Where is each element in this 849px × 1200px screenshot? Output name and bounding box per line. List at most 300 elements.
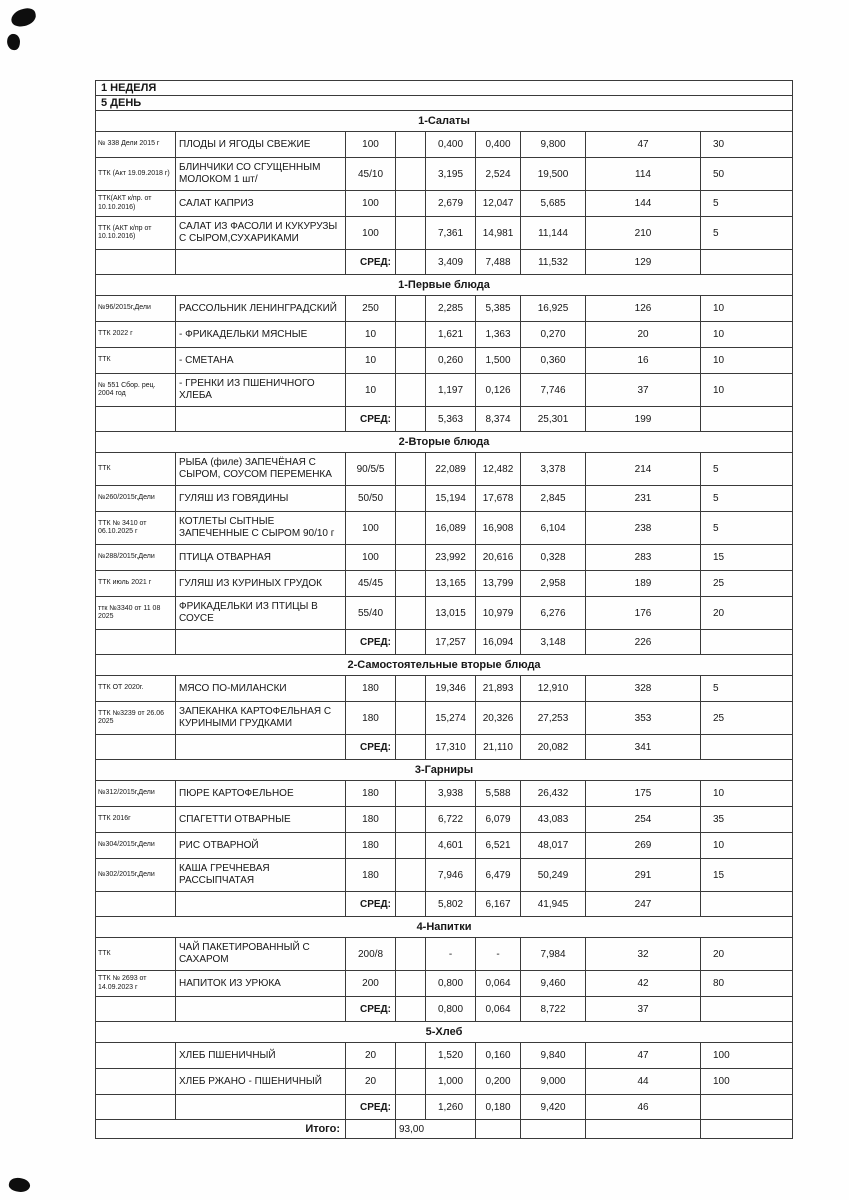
portion-cell: 100 <box>346 217 396 250</box>
avg-value-cell: 5,802 <box>426 892 476 917</box>
value-cell: 9,840 <box>521 1043 586 1069</box>
recipe-ref-cell: ТТК № 3410 от 06.10.2025 г <box>96 512 176 545</box>
blank-cell <box>346 1120 396 1139</box>
value-cell: 22,089 <box>426 453 476 486</box>
section-title: 1-Салаты <box>96 111 793 132</box>
value-cell: 328 <box>586 676 701 702</box>
blank-cell <box>396 322 426 348</box>
section-title: 2-Вторые блюда <box>96 432 793 453</box>
dish-row <box>96 833 793 859</box>
portion-cell: 100 <box>346 132 396 158</box>
recipe-ref-cell <box>96 250 176 275</box>
dish-row <box>96 807 793 833</box>
value-cell: 7,361 <box>426 217 476 250</box>
dish-row <box>96 453 793 486</box>
blank-cell <box>396 545 426 571</box>
value-cell: 6,722 <box>426 807 476 833</box>
value-cell: 15 <box>701 859 793 892</box>
value-cell: 16 <box>586 348 701 374</box>
menu-table-body <box>96 111 793 1120</box>
week-label: 1 НЕДЕЛЯ <box>96 81 793 96</box>
avg-value-cell: 3,409 <box>426 250 476 275</box>
value-cell: 15 <box>701 545 793 571</box>
value-cell: 47 <box>586 132 701 158</box>
recipe-ref-cell <box>96 630 176 655</box>
recipe-ref-cell: №302/2015г,Дели <box>96 859 176 892</box>
avg-value-cell: 6,167 <box>476 892 521 917</box>
week-row <box>96 81 793 96</box>
value-cell: 15,194 <box>426 486 476 512</box>
value-cell: 100 <box>701 1043 793 1069</box>
recipe-ref-cell: №260/2015г,Дели <box>96 486 176 512</box>
portion-cell: 180 <box>346 833 396 859</box>
avg-value-cell: 129 <box>586 250 701 275</box>
portion-cell: 55/40 <box>346 597 396 630</box>
value-cell: 5 <box>701 453 793 486</box>
avg-value-cell <box>701 630 793 655</box>
value-cell: 15,274 <box>426 702 476 735</box>
avg-value-cell: 3,148 <box>521 630 586 655</box>
portion-cell: 100 <box>346 512 396 545</box>
menu-table-head <box>96 81 793 111</box>
value-cell: 0,400 <box>476 132 521 158</box>
blank-cell <box>396 1043 426 1069</box>
section-title: 5-Хлеб <box>96 1022 793 1043</box>
portion-cell: 10 <box>346 348 396 374</box>
value-cell: 10 <box>701 833 793 859</box>
dish-name-cell: МЯСО ПО-МИЛАНСКИ <box>176 676 346 702</box>
avg-value-cell: 1,260 <box>426 1095 476 1120</box>
blank-cell <box>396 191 426 217</box>
blank-cell <box>701 1120 793 1139</box>
dish-name-cell: ПЮРЕ КАРТОФЕЛЬНОЕ <box>176 781 346 807</box>
blank-cell <box>396 630 426 655</box>
dish-row <box>96 545 793 571</box>
menu-table-foot <box>96 1120 793 1139</box>
value-cell: 1,197 <box>426 374 476 407</box>
value-cell: 16,908 <box>476 512 521 545</box>
avg-value-cell <box>701 892 793 917</box>
avg-value-cell: 17,310 <box>426 735 476 760</box>
dish-name-cell: РАССОЛЬНИК ЛЕНИНГРАДСКИЙ <box>176 296 346 322</box>
portion-cell: 200/8 <box>346 938 396 971</box>
recipe-ref-cell: ттк №3340 от 11 08 2025 <box>96 597 176 630</box>
value-cell: 48,017 <box>521 833 586 859</box>
portion-cell: 90/5/5 <box>346 453 396 486</box>
avg-label-cell: СРЕД: <box>346 630 396 655</box>
value-cell: 2,845 <box>521 486 586 512</box>
value-cell: 9,000 <box>521 1069 586 1095</box>
menu-document <box>95 80 792 1139</box>
recipe-ref-cell: ТТК(АКТ к/пр. от 10.10.2016) <box>96 191 176 217</box>
blank-cell <box>396 971 426 997</box>
recipe-ref-cell: ТТК июль 2021 г <box>96 571 176 597</box>
value-cell: 14,981 <box>476 217 521 250</box>
value-cell: 12,910 <box>521 676 586 702</box>
avg-value-cell <box>701 250 793 275</box>
value-cell: 2,958 <box>521 571 586 597</box>
value-cell: 7,984 <box>521 938 586 971</box>
value-cell: 5 <box>701 676 793 702</box>
value-cell: 5 <box>701 217 793 250</box>
dish-name-cell: ЧАЙ ПАКЕТИРОВАННЫЙ С САХАРОМ <box>176 938 346 971</box>
dish-row <box>96 348 793 374</box>
blank-cell <box>396 486 426 512</box>
dish-row <box>96 702 793 735</box>
dish-name-cell: ХЛЕБ РЖАНО - ПШЕНИЧНЫЙ <box>176 1069 346 1095</box>
blank-cell <box>396 781 426 807</box>
dish-name-cell: САЛАТ КАПРИЗ <box>176 191 346 217</box>
avg-value-cell: 247 <box>586 892 701 917</box>
value-cell: 13,799 <box>476 571 521 597</box>
value-cell: 2,524 <box>476 158 521 191</box>
avg-value-cell <box>701 735 793 760</box>
value-cell: 9,460 <box>521 971 586 997</box>
value-cell: 2,285 <box>426 296 476 322</box>
avg-value-cell: 16,094 <box>476 630 521 655</box>
recipe-ref-cell: ТТК (Акт 19.09.2018 г) <box>96 158 176 191</box>
recipe-ref-cell: ТТК <box>96 453 176 486</box>
avg-row <box>96 892 793 917</box>
value-cell: 20,326 <box>476 702 521 735</box>
value-cell: 3,378 <box>521 453 586 486</box>
dish-row <box>96 512 793 545</box>
value-cell: 1,500 <box>476 348 521 374</box>
value-cell: 1,000 <box>426 1069 476 1095</box>
section-title: 2-Самостоятельные вторые блюда <box>96 655 793 676</box>
value-cell: 5 <box>701 191 793 217</box>
blank-cell <box>396 1095 426 1120</box>
dish-name-cell: ПЛОДЫ И ЯГОДЫ СВЕЖИЕ <box>176 132 346 158</box>
dish-name-cell: КОТЛЕТЫ СЫТНЫЕ ЗАПЕЧЕННЫЕ С СЫРОМ 90/10 г <box>176 512 346 545</box>
total-row <box>96 1120 793 1139</box>
section-title: 3-Гарниры <box>96 760 793 781</box>
blank-cell <box>396 132 426 158</box>
avg-value-cell: 25,301 <box>521 407 586 432</box>
dish-name-cell <box>176 892 346 917</box>
value-cell: 35 <box>701 807 793 833</box>
recipe-ref-cell: № 338 Дели 2015 г <box>96 132 176 158</box>
recipe-ref-cell: №304/2015г,Дели <box>96 833 176 859</box>
portion-cell: 20 <box>346 1043 396 1069</box>
section-header-row <box>96 111 793 132</box>
dish-name-cell: НАПИТОК ИЗ УРЮКА <box>176 971 346 997</box>
value-cell: 0,270 <box>521 322 586 348</box>
value-cell: 100 <box>701 1069 793 1095</box>
menu-table <box>95 80 793 1139</box>
recipe-ref-cell: ТТК №3239 от 26.06 2025 <box>96 702 176 735</box>
value-cell: 5,385 <box>476 296 521 322</box>
value-cell: 176 <box>586 597 701 630</box>
value-cell: 13,165 <box>426 571 476 597</box>
value-cell: 25 <box>701 571 793 597</box>
dish-row <box>96 938 793 971</box>
blank-cell <box>396 859 426 892</box>
value-cell: - <box>476 938 521 971</box>
avg-label-cell: СРЕД: <box>346 1095 396 1120</box>
recipe-ref-cell: ТТК <box>96 938 176 971</box>
dish-name-cell <box>176 735 346 760</box>
avg-value-cell: 11,532 <box>521 250 586 275</box>
value-cell: 10 <box>701 322 793 348</box>
dish-name-cell <box>176 407 346 432</box>
blank-cell <box>396 997 426 1022</box>
value-cell: 10 <box>701 781 793 807</box>
value-cell: 3,938 <box>426 781 476 807</box>
dish-row <box>96 1069 793 1095</box>
value-cell: 144 <box>586 191 701 217</box>
recipe-ref-cell <box>96 997 176 1022</box>
value-cell: 291 <box>586 859 701 892</box>
blank-cell <box>396 892 426 917</box>
value-cell: 0,360 <box>521 348 586 374</box>
blank-cell <box>396 833 426 859</box>
value-cell: 43,083 <box>521 807 586 833</box>
value-cell: 0,800 <box>426 971 476 997</box>
avg-label-cell: СРЕД: <box>346 407 396 432</box>
value-cell: 25 <box>701 702 793 735</box>
avg-value-cell: 8,722 <box>521 997 586 1022</box>
value-cell: 6,104 <box>521 512 586 545</box>
section-header-row <box>96 1022 793 1043</box>
value-cell: 12,482 <box>476 453 521 486</box>
value-cell: 0,260 <box>426 348 476 374</box>
portion-cell: 10 <box>346 322 396 348</box>
value-cell: 16,925 <box>521 296 586 322</box>
blank-cell <box>396 158 426 191</box>
recipe-ref-cell: ТТК (АКТ к/пр от 10.10.2016) <box>96 217 176 250</box>
avg-value-cell: 46 <box>586 1095 701 1120</box>
value-cell: 27,253 <box>521 702 586 735</box>
avg-label-cell: СРЕД: <box>346 250 396 275</box>
blank-cell <box>396 374 426 407</box>
dish-name-cell: КАША ГРЕЧНЕВАЯ РАССЫПЧАТАЯ <box>176 859 346 892</box>
value-cell: 1,363 <box>476 322 521 348</box>
blank-cell <box>396 735 426 760</box>
avg-value-cell: 37 <box>586 997 701 1022</box>
value-cell: 3,195 <box>426 158 476 191</box>
value-cell: 20 <box>586 322 701 348</box>
value-cell: 20 <box>701 938 793 971</box>
avg-value-cell: 199 <box>586 407 701 432</box>
value-cell: 2,679 <box>426 191 476 217</box>
value-cell: 0,160 <box>476 1043 521 1069</box>
avg-value-cell: 17,257 <box>426 630 476 655</box>
dish-row <box>96 158 793 191</box>
value-cell: 23,992 <box>426 545 476 571</box>
portion-cell: 45/10 <box>346 158 396 191</box>
value-cell: 10 <box>701 374 793 407</box>
blank-cell <box>521 1120 586 1139</box>
recipe-ref-cell: №312/2015г,Дели <box>96 781 176 807</box>
dish-name-cell: ХЛЕБ ПШЕНИЧНЫЙ <box>176 1043 346 1069</box>
portion-cell: 180 <box>346 702 396 735</box>
value-cell: 12,047 <box>476 191 521 217</box>
avg-value-cell: 226 <box>586 630 701 655</box>
value-cell: 13,015 <box>426 597 476 630</box>
value-cell: 19,500 <box>521 158 586 191</box>
section-title: 4-Напитки <box>96 917 793 938</box>
dish-name-cell: ГУЛЯШ ИЗ КУРИНЫХ ГРУДОК <box>176 571 346 597</box>
value-cell: 9,800 <box>521 132 586 158</box>
dish-name-cell: - ГРЕНКИ ИЗ ПШЕНИЧНОГО ХЛЕБА <box>176 374 346 407</box>
value-cell: 26,432 <box>521 781 586 807</box>
avg-value-cell: 9,420 <box>521 1095 586 1120</box>
value-cell: 214 <box>586 453 701 486</box>
portion-cell: 50/50 <box>346 486 396 512</box>
dish-name-cell: ПТИЦА ОТВАРНАЯ <box>176 545 346 571</box>
portion-cell: 250 <box>346 296 396 322</box>
value-cell: 0,400 <box>426 132 476 158</box>
value-cell: 269 <box>586 833 701 859</box>
value-cell: 4,601 <box>426 833 476 859</box>
avg-row <box>96 407 793 432</box>
scan-artifact <box>6 33 21 51</box>
avg-value-cell: 0,180 <box>476 1095 521 1120</box>
value-cell: 0,200 <box>476 1069 521 1095</box>
value-cell: 210 <box>586 217 701 250</box>
value-cell: 1,520 <box>426 1043 476 1069</box>
recipe-ref-cell <box>96 892 176 917</box>
dish-name-cell: ГУЛЯШ ИЗ ГОВЯДИНЫ <box>176 486 346 512</box>
blank-cell <box>396 1069 426 1095</box>
avg-value-cell: 5,363 <box>426 407 476 432</box>
value-cell: 6,521 <box>476 833 521 859</box>
avg-value-cell <box>701 1095 793 1120</box>
portion-cell: 180 <box>346 807 396 833</box>
section-header-row <box>96 917 793 938</box>
blank-cell <box>396 453 426 486</box>
value-cell: 32 <box>586 938 701 971</box>
recipe-ref-cell: ТТК 2016г <box>96 807 176 833</box>
avg-value-cell: 341 <box>586 735 701 760</box>
blank-cell <box>476 1120 521 1139</box>
recipe-ref-cell: № 551 Сбор. рец. 2004 год <box>96 374 176 407</box>
avg-row <box>96 997 793 1022</box>
value-cell: 5,685 <box>521 191 586 217</box>
blank-cell <box>396 571 426 597</box>
blank-cell <box>396 407 426 432</box>
dish-row <box>96 1043 793 1069</box>
value-cell: 44 <box>586 1069 701 1095</box>
dish-name-cell: САЛАТ ИЗ ФАСОЛИ И КУКУРУЗЫ С СЫРОМ,СУХАРИКАМИ <box>176 217 346 250</box>
value-cell: 6,276 <box>521 597 586 630</box>
value-cell: 254 <box>586 807 701 833</box>
portion-cell: 20 <box>346 1069 396 1095</box>
avg-value-cell: 41,945 <box>521 892 586 917</box>
portion-cell: 100 <box>346 191 396 217</box>
avg-label-cell: СРЕД: <box>346 997 396 1022</box>
value-cell: 5 <box>701 512 793 545</box>
value-cell: 6,479 <box>476 859 521 892</box>
portion-cell: 100 <box>346 545 396 571</box>
dish-name-cell <box>176 997 346 1022</box>
dish-name-cell: ЗАПЕКАНКА КАРТОФЕЛЬНАЯ С КУРИНЫМИ ГРУДКАМИ <box>176 702 346 735</box>
avg-row <box>96 735 793 760</box>
value-cell: 126 <box>586 296 701 322</box>
value-cell: 0,328 <box>521 545 586 571</box>
blank-cell <box>586 1120 701 1139</box>
value-cell: 231 <box>586 486 701 512</box>
blank-cell <box>396 938 426 971</box>
dish-name-cell <box>176 250 346 275</box>
dish-name-cell: РЫБА (филе) ЗАПЕЧЁНАЯ С СЫРОМ, СОУСОМ ПЕРЕМЕНКА <box>176 453 346 486</box>
value-cell: 238 <box>586 512 701 545</box>
value-cell: 283 <box>586 545 701 571</box>
avg-value-cell <box>701 407 793 432</box>
avg-row <box>96 250 793 275</box>
value-cell: 353 <box>586 702 701 735</box>
section-header-row <box>96 432 793 453</box>
dish-name-cell: - СМЕТАНА <box>176 348 346 374</box>
dish-row <box>96 597 793 630</box>
portion-cell: 180 <box>346 781 396 807</box>
value-cell: 10 <box>701 296 793 322</box>
portion-cell: 45/45 <box>346 571 396 597</box>
recipe-ref-cell <box>96 1043 176 1069</box>
avg-value-cell: 20,082 <box>521 735 586 760</box>
section-header-row <box>96 760 793 781</box>
blank-cell <box>396 597 426 630</box>
blank-cell <box>396 807 426 833</box>
dish-row <box>96 191 793 217</box>
recipe-ref-cell: №96/2015г,Дели <box>96 296 176 322</box>
value-cell: 0,126 <box>476 374 521 407</box>
avg-label-cell: СРЕД: <box>346 735 396 760</box>
avg-row <box>96 1095 793 1120</box>
value-cell: 7,946 <box>426 859 476 892</box>
portion-cell: 180 <box>346 859 396 892</box>
value-cell: 1,621 <box>426 322 476 348</box>
value-cell: 42 <box>586 971 701 997</box>
recipe-ref-cell: ТТК ОТ 2020г. <box>96 676 176 702</box>
recipe-ref-cell: ТТК <box>96 348 176 374</box>
value-cell: 11,144 <box>521 217 586 250</box>
value-cell: 20 <box>701 597 793 630</box>
dish-row <box>96 296 793 322</box>
blank-cell <box>396 217 426 250</box>
recipe-ref-cell: ТТК 2022 г <box>96 322 176 348</box>
avg-value-cell: 21,110 <box>476 735 521 760</box>
value-cell: 47 <box>586 1043 701 1069</box>
section-title: 1-Первые блюда <box>96 275 793 296</box>
dish-name-cell: ФРИКАДЕЛЬКИ ИЗ ПТИЦЫ В СОУСЕ <box>176 597 346 630</box>
dish-row <box>96 374 793 407</box>
dish-name-cell <box>176 1095 346 1120</box>
portion-cell: 180 <box>346 676 396 702</box>
blank-cell <box>396 250 426 275</box>
portion-cell: 200 <box>346 971 396 997</box>
avg-value-cell: 8,374 <box>476 407 521 432</box>
total-value: 93,00 <box>396 1120 476 1139</box>
recipe-ref-cell <box>96 1069 176 1095</box>
dish-row <box>96 781 793 807</box>
value-cell: 10 <box>701 348 793 374</box>
avg-value-cell: 0,800 <box>426 997 476 1022</box>
value-cell: 21,893 <box>476 676 521 702</box>
recipe-ref-cell <box>96 1095 176 1120</box>
dish-row <box>96 322 793 348</box>
value-cell: 189 <box>586 571 701 597</box>
dish-row <box>96 971 793 997</box>
day-label: 5 ДЕНЬ <box>96 96 793 111</box>
avg-row <box>96 630 793 655</box>
value-cell: 16,089 <box>426 512 476 545</box>
avg-value-cell: 0,064 <box>476 997 521 1022</box>
dish-row <box>96 859 793 892</box>
value-cell: 175 <box>586 781 701 807</box>
recipe-ref-cell <box>96 407 176 432</box>
